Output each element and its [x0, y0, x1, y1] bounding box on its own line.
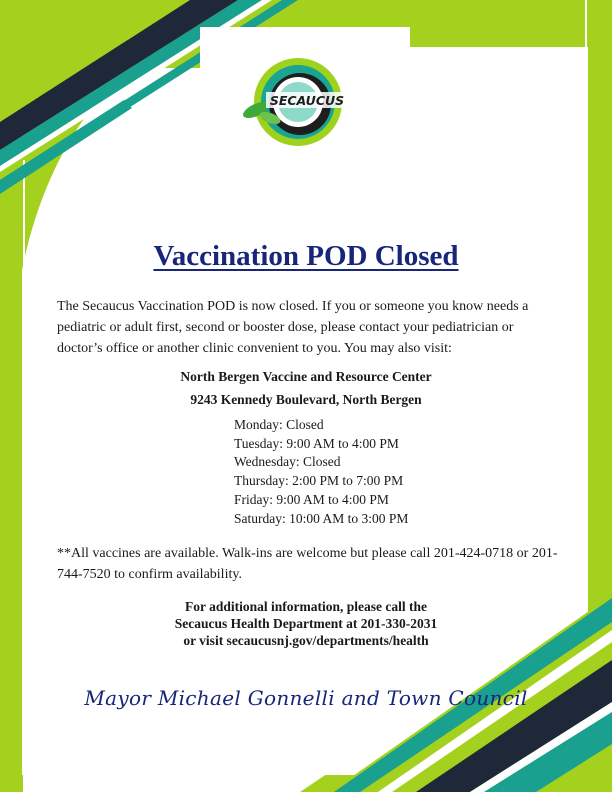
hours-friday: Friday: 9:00 AM to 4:00 PM [234, 491, 389, 507]
availability-note: **All vaccines are available. Walk-ins are welcome but please call 201-424-0718 or 201-744-7520 to confirm availability. [57, 546, 558, 582]
contact-line-3: or visit secaucusnj.gov/departments/health [183, 633, 429, 648]
center-name: North Bergen Vaccine and Resource Center [180, 369, 432, 384]
contact-line-1: For additional information, please call the [185, 599, 427, 614]
intro-paragraph: The Secaucus Vaccination POD is now closed. If you or someone you know needs a pediatric or adult first, second or booster dose, please contact your pediatrician or doctor’s office or another clinic convenient to you. You may also visit: [57, 299, 529, 356]
hours-wednesday: Wednesday: Closed [234, 454, 341, 470]
center-address: 9243 Kennedy Boulevard, North Bergen [190, 392, 422, 407]
contact-line-2: Secaucus Health Department at 201-330-2031 [174, 616, 438, 631]
hours-tuesday: Tuesday: 9:00 AM to 4:00 PM [234, 435, 399, 451]
contact-block [0, 598, 612, 649]
hours-thursday: Thursday: 2:00 PM to 7:00 PM [234, 473, 404, 489]
hours-saturday: Saturday: 10:00 AM to 3:00 PM [234, 510, 409, 526]
secaucus-logo [236, 54, 356, 154]
page-title: Vaccination POD Closed [153, 240, 459, 272]
logo-text: SECAUCUS [269, 93, 345, 108]
hours-list [234, 416, 408, 528]
signature: Mayor Michael Gonnelli and Town Council [84, 686, 528, 710]
hours-monday: Monday: Closed [234, 417, 324, 432]
